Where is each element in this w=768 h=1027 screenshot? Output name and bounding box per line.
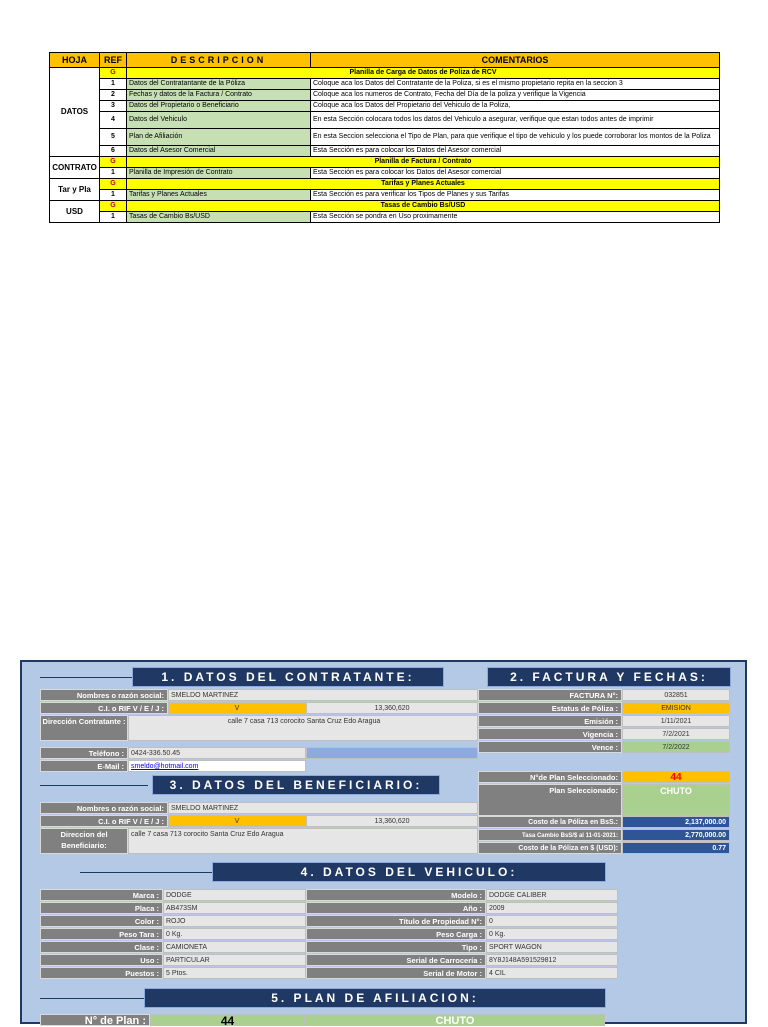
row-comment: Esta Sección es para verificar los Tipos de Planes y sus Tarifas — [311, 190, 720, 201]
row-comment: Esta Sección se pondra en Uso proximamente — [311, 212, 720, 223]
row-comment: En esta Seccion selecciona el Tipo de Plan, para que verifique el tipo de vehiculo y los puede corroborar los montos de la Poliza — [311, 129, 720, 146]
group-title: Planilla de Factura / Contrato — [127, 157, 720, 168]
s2-vigencia-label: Vigencia : — [478, 728, 622, 740]
s2-vigencia-field[interactable]: 7/2/2021 — [622, 728, 730, 740]
vehicle-left-field[interactable]: 5 Ptos. — [163, 967, 306, 979]
s3-name-label: Nombres o razón social: — [40, 802, 168, 814]
vehicle-right-field[interactable]: 8Y8J148A591529812 — [486, 954, 618, 966]
row-description: Planilla de Impresión de Contrato — [127, 168, 311, 179]
group-title: Tarifas y Planes Actuales — [127, 179, 720, 190]
vehicle-left-label: Clase : — [40, 941, 163, 953]
ref-number: 5 — [100, 129, 127, 146]
ref-number: 1 — [100, 79, 127, 90]
index-table — [49, 52, 720, 223]
vehicle-right-label: Año : — [306, 902, 486, 914]
vehicle-left-label: Marca : — [40, 889, 163, 901]
s3-ci-number-field[interactable]: 13,360,620 — [306, 815, 478, 827]
s5-plan-label: N° de Plan : — [40, 1014, 150, 1026]
row-comment: Coloque aca los numeros de Contrato, Fecha del Día de la poliza y verifique la Vigencia — [311, 90, 720, 101]
section-4-title: 4. DATOS DEL VEHICULO: — [212, 862, 606, 882]
row-comment: Esta Sección es para colocar los Datos del Asesor comercial — [311, 146, 720, 157]
s2-costo-usd-label: Costo de la Póliza en $ (USD): — [478, 842, 622, 854]
group-title: Tasas de Cambio Bs/USD — [127, 201, 720, 212]
row-description: Plan de Afiliación — [127, 129, 311, 146]
s1-name-label: Nombres o razón social: — [40, 689, 168, 701]
vehicle-right-label: Serial de Carrocería : — [306, 954, 486, 966]
section-5-title: 5. PLAN DE AFILIACION: — [144, 988, 606, 1008]
section-2-title: 2. FACTURA Y FECHAS: — [487, 667, 731, 687]
vehicle-left-field[interactable]: AB473SM — [163, 902, 306, 914]
ref-g: G — [100, 157, 127, 168]
s3-address-field[interactable]: calle 7 casa 713 corocito Santa Cruz Edo Aragua — [128, 828, 478, 854]
s5-plan-name: CHUTO — [305, 1014, 605, 1026]
vehicle-left-label: Placa : — [40, 902, 163, 914]
row-comment: En esta Sección colocara todos los datos del Vehiculo a asegurar, verifique que estan todos antes de imprimir — [311, 112, 720, 129]
ref-number: 3 — [100, 101, 127, 112]
vehicle-right-label: Serial de Motor : — [306, 967, 486, 979]
s3-ci-type-select[interactable]: V — [168, 815, 306, 827]
vehicle-left-field[interactable]: CAMIONETA — [163, 941, 306, 953]
s1-name-field[interactable]: SMELDO MARTINEZ — [168, 689, 478, 701]
vehicle-right-label: Título de Propiedad N°: — [306, 915, 486, 927]
s3-ci-label: C.I. o RIF V / E / J : — [40, 815, 168, 827]
vehicle-right-field[interactable]: SPORT WAGON — [486, 941, 618, 953]
s2-plan-selected-label: Plan Seleccionado: — [478, 784, 622, 816]
s1-address-label: Dirección Contratante : — [40, 715, 128, 741]
sheet-usd: USD — [50, 201, 100, 223]
vehicle-left-field[interactable]: ROJO — [163, 915, 306, 927]
s1-ci-number-field[interactable]: 13,360,620 — [306, 702, 478, 714]
vehicle-right-label: Tipo : — [306, 941, 486, 953]
s2-tasa-label: Tasa Cambio BsS/$ al 11-01-2021: — [478, 829, 622, 841]
row-description: Fechas y datos de la Factura / Contrato — [127, 90, 311, 101]
row-description: Tasas de Cambio Bs/USD — [127, 212, 311, 223]
s2-costo-bs-label: Costo de la Póliza en BsS.: — [478, 816, 622, 828]
s2-plan-selected-value: CHUTO — [622, 784, 730, 816]
ref-number: 4 — [100, 112, 127, 129]
divider — [80, 872, 230, 873]
divider — [40, 998, 150, 999]
s2-costo-bs-value: 2,137,000.00 — [622, 816, 730, 828]
policy-form — [20, 660, 747, 1027]
row-description: Datos del Propietario o Beneficiario — [127, 101, 311, 112]
s2-emision-field[interactable]: 1/11/2021 — [622, 715, 730, 727]
s1-phone-label: Teléfono : — [40, 747, 128, 759]
section-3-title: 3. DATOS DEL BENEFICIARIO: — [152, 775, 440, 795]
sheet-tarifas: Tar y Pla — [50, 179, 100, 201]
s3-address-label: Direccion del Beneficiario: — [40, 828, 128, 854]
vehicle-left-label: Puestos : — [40, 967, 163, 979]
row-description: Datos del Vehiculo — [127, 112, 311, 129]
s1-email-link[interactable]: smeldo@hotmail.com — [128, 760, 306, 772]
header-comentarios: COMENTARIOS — [311, 53, 720, 68]
group-title: Planilla de Carga de Datos de Poliza de RCV — [127, 68, 720, 79]
vehicle-right-field[interactable]: 0 Kg. — [486, 928, 618, 940]
s1-email-label: E-Mail : — [40, 760, 128, 772]
vehicle-left-label: Uso : — [40, 954, 163, 966]
ref-g: G — [100, 201, 127, 212]
vehicle-right-label: Modelo : — [306, 889, 486, 901]
vehicle-right-field[interactable]: 0 — [486, 915, 618, 927]
row-description: Datos del Contratantante de la Póliza — [127, 79, 311, 90]
row-comment: Coloque aca los Datos del Propietario del Vehiculo de la Poliza, — [311, 101, 720, 112]
s1-ci-type-select[interactable]: V — [168, 702, 306, 714]
ref-g: G — [100, 179, 127, 190]
vehicle-right-field[interactable]: 4 CIL — [486, 967, 618, 979]
ref-number: 1 — [100, 190, 127, 201]
row-comment: Esta Sección es para colocar los Datos del Asesor comercial — [311, 168, 720, 179]
vehicle-right-field[interactable]: 2009 — [486, 902, 618, 914]
row-comment: Coloque aca los Datos del Contratante de la Poliza, si es el mismo propietario repita en la seccion 3 — [311, 79, 720, 90]
header-ref: REF — [100, 53, 127, 68]
header-descripcion: DESCRIPCION — [127, 53, 311, 68]
ref-number: 1 — [100, 212, 127, 223]
s1-address-field[interactable]: calle 7 casa 713 corocito Santa Cruz Edo Aragua — [128, 715, 478, 741]
s2-vence-label: Vence : — [478, 741, 622, 753]
s3-name-field[interactable]: SMELDO MARTINEZ — [168, 802, 478, 814]
s2-costo-usd-value: 0.77 — [622, 842, 730, 854]
s2-estatus-label: Estatus de Póliza : — [478, 702, 622, 714]
s2-factura-label: FACTURA N°: — [478, 689, 622, 701]
vehicle-left-label: Color : — [40, 915, 163, 927]
s2-plan-number-label: N°de Plan Seleccionado: — [478, 771, 622, 783]
s1-phone-field[interactable]: 0424-336.50.45 — [128, 747, 306, 759]
s5-plan-number[interactable]: 44 — [150, 1014, 305, 1026]
s2-factura-field[interactable]: 032851 — [622, 689, 730, 701]
s2-tasa-value: 2,770,000.00 — [622, 829, 730, 841]
vehicle-left-field[interactable]: PARTICULAR — [163, 954, 306, 966]
section-1-title: 1. DATOS DEL CONTRATANTE: — [132, 667, 444, 687]
vehicle-right-field[interactable]: DODGE CALIBER — [486, 889, 618, 901]
s1-ci-label: C.I. o RIF V / E / J : — [40, 702, 168, 714]
s2-plan-number-field[interactable]: 44 — [622, 771, 730, 783]
s2-vence-field: 7/2/2022 — [622, 741, 730, 753]
ref-g: G — [100, 68, 127, 79]
divider — [40, 785, 148, 786]
s1-phone-extra — [306, 747, 478, 759]
vehicle-left-label: Peso Tara : — [40, 928, 163, 940]
vehicle-left-field[interactable]: DODGE — [163, 889, 306, 901]
ref-number: 1 — [100, 168, 127, 179]
ref-number: 6 — [100, 146, 127, 157]
sheet-contrato: CONTRATO — [50, 157, 100, 179]
s2-emision-label: Emisión : — [478, 715, 622, 727]
ref-number: 2 — [100, 90, 127, 101]
sheet-datos: DATOS — [50, 68, 100, 157]
vehicle-left-field[interactable]: 0 Kg. — [163, 928, 306, 940]
s2-estatus-select[interactable]: EMISION — [622, 702, 730, 714]
header-hoja: HOJA — [50, 53, 100, 68]
vehicle-right-label: Peso Carga : — [306, 928, 486, 940]
row-description: Tarifas y Planes Actuales — [127, 190, 311, 201]
row-description: Datos del Asesor Comercial — [127, 146, 311, 157]
